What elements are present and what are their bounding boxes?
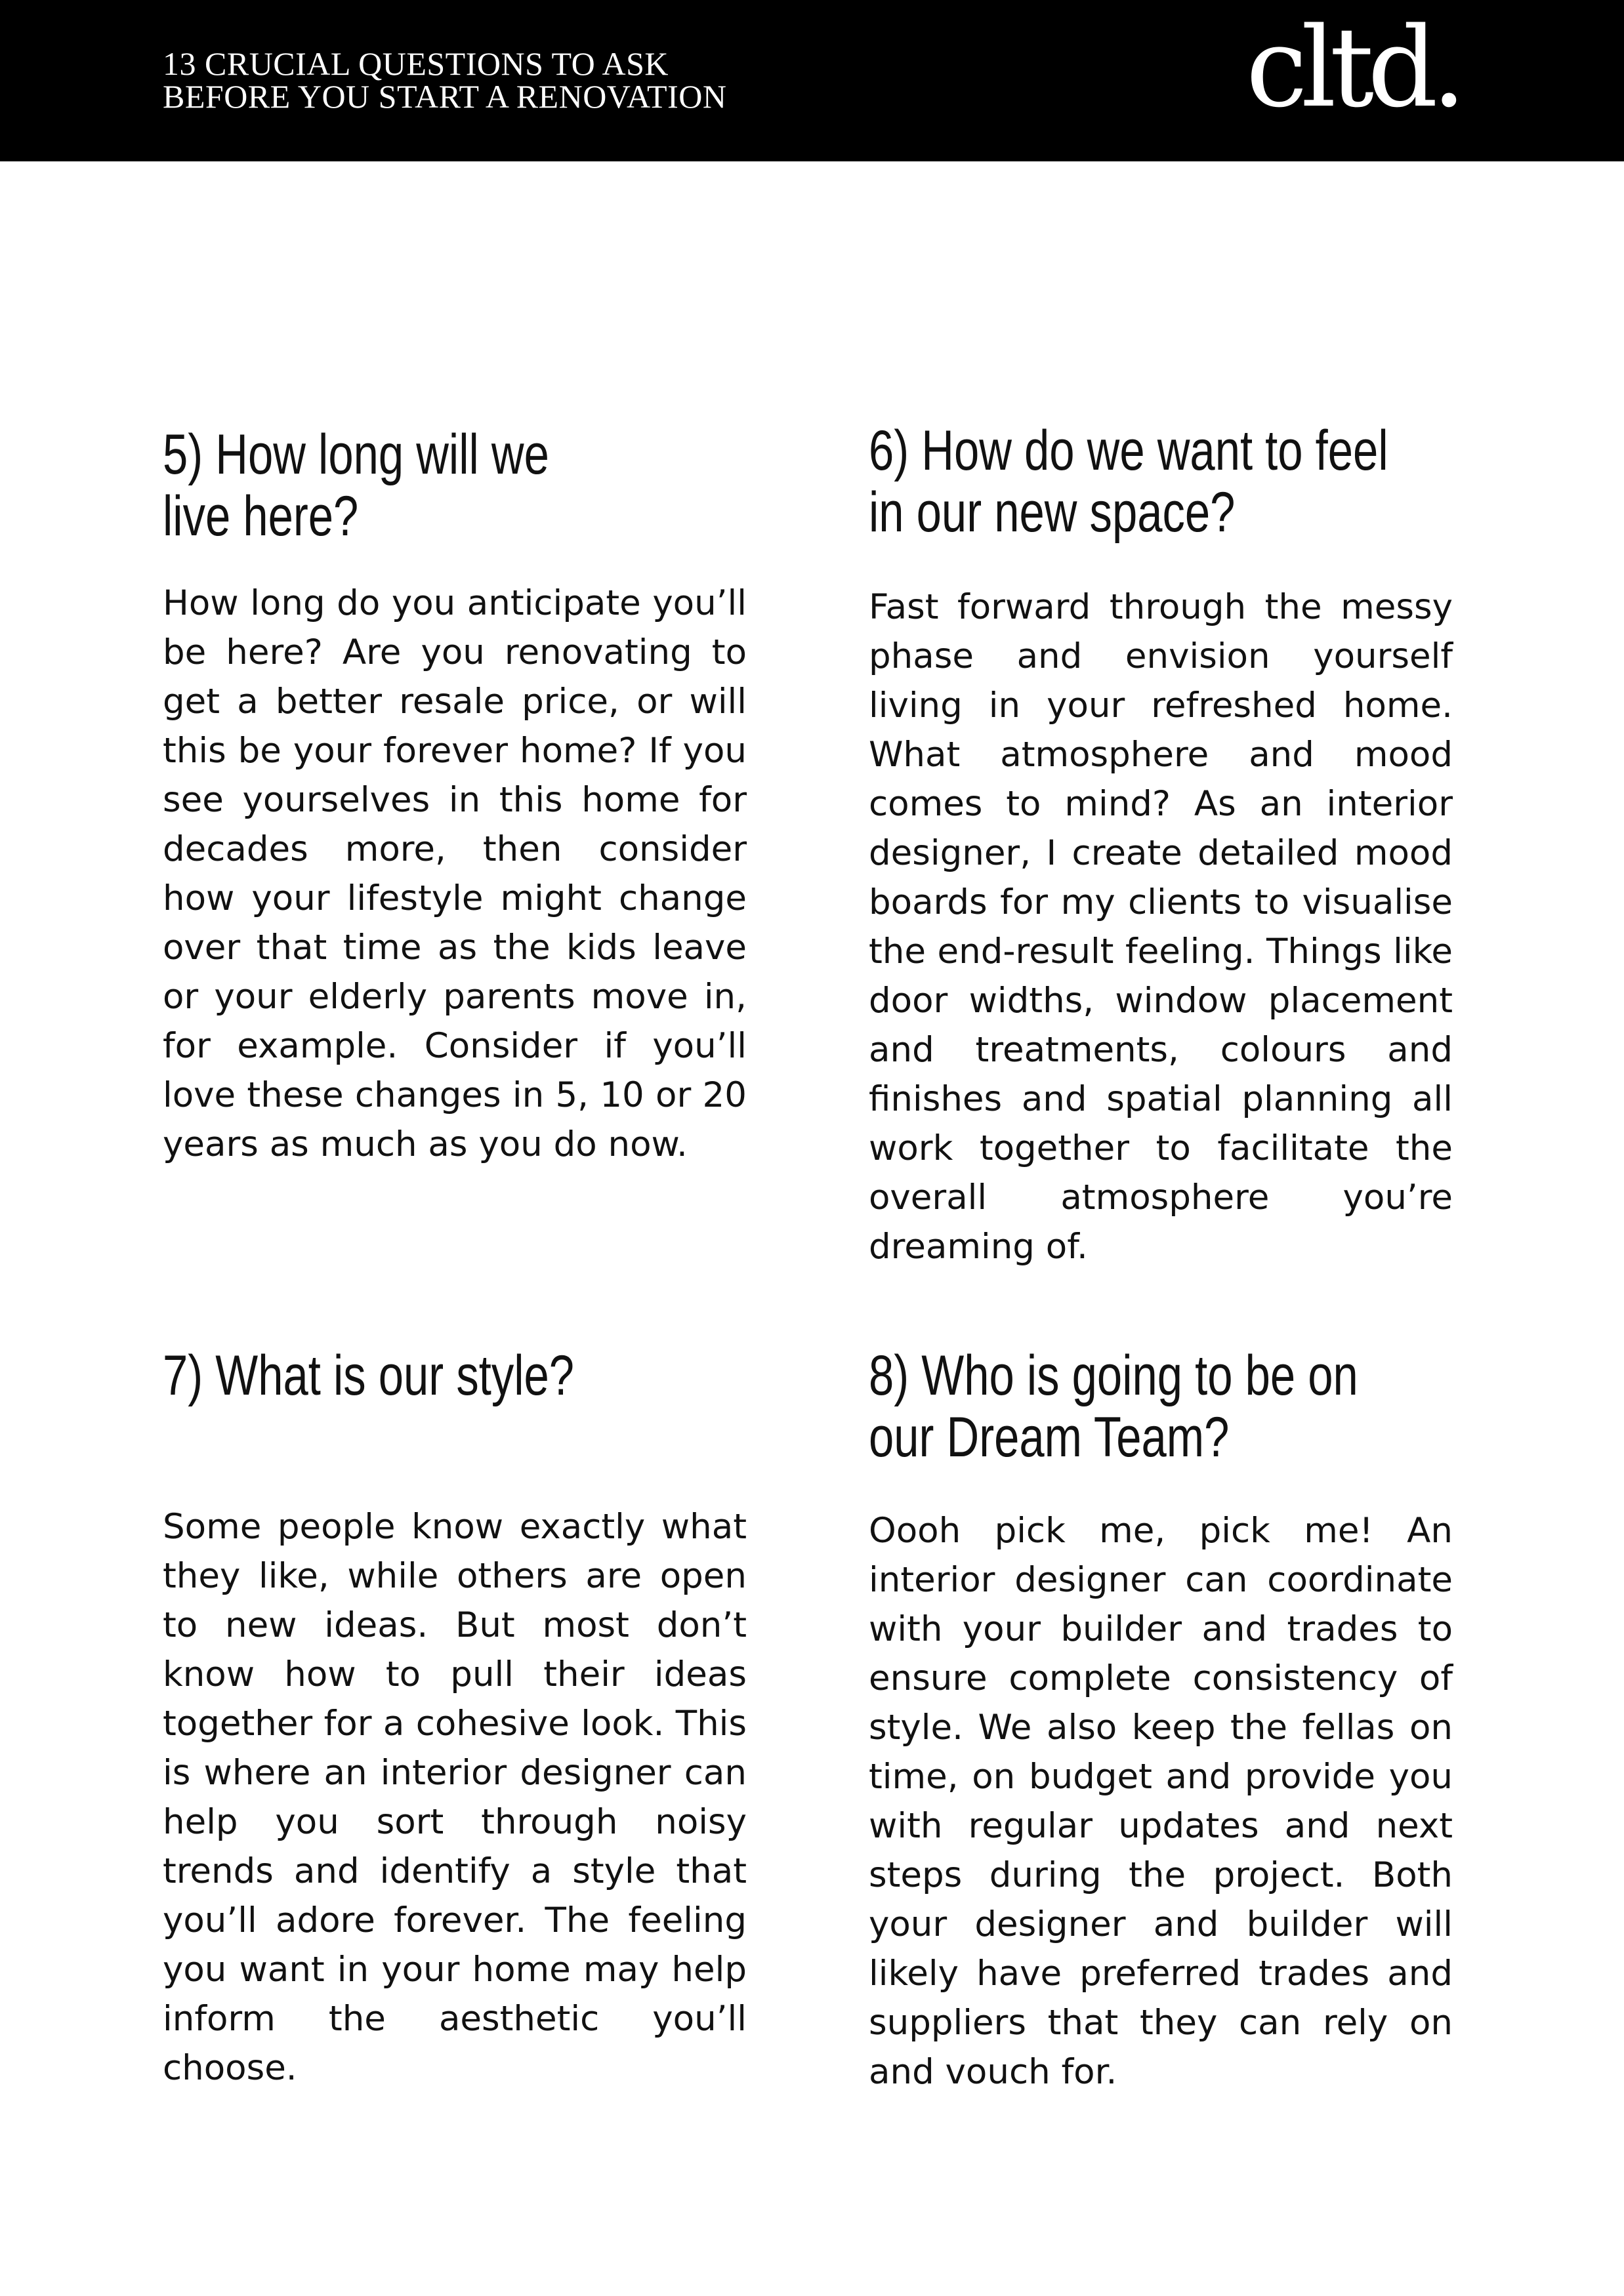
question-6-heading [869,420,1451,543]
question-7-heading-line-1: 7) What is our style? [163,1344,575,1407]
document-title-line-1: 13 CRUCIAL QUESTIONS TO ASK [163,45,669,82]
question-8-heading-line-1: 8) Who is going to be on [869,1344,1358,1407]
header-band [0,0,1624,161]
brand-logo: cltd. [1245,3,1460,132]
question-5-heading-line-1: 5) How long will we [163,423,549,486]
document-title-line-2: BEFORE YOU START A RENOVATION [163,78,727,115]
question-6-heading-line-1: 6) How do we want to feel [869,419,1388,482]
question-8-heading-line-2: our Dream Team? [869,1406,1230,1469]
question-6-body: Fast forward through the messy phase and envision yourself living in your refreshed home. What atmosphere and mood comes to mind? As an interior designer, I create detailed mood boards for my clients to visualise the end-result feeling. Things like door widths, window placement and treatments, colours and finishes and spatial planning all work together to facilitate the overall atmosphere you’re dreaming of. [869,587,1453,1267]
question-8-body: Oooh pick me, pick me! An interior designer can coordinate with your builder and trades to ensure complete consistency of style. We also keep the fellas on time, on budget and provide you with regular updates and next steps during the project. Both your designer and builder will likely have preferred trades and suppliers that they can rely on and vouch for. [869,1511,1453,2092]
question-5-heading-line-2: live here? [163,485,359,548]
question-7-section [163,1344,747,2088]
question-7-body: Some people know exactly what they like, while others are open to new ideas. But most don’t know how to pull their ideas together for a cohesive look. This is where an interior designer can help you sort through noisy trends and identify a style that you’ll adore forever. The feeling you want in your home may help inform the aesthetic you’ll choose. [163,1507,747,2088]
question-8-section [869,1344,1453,2092]
question-6-section [869,419,1453,1267]
question-7-heading [163,1345,745,1406]
question-5-section [163,423,747,1164]
question-5-body: How long do you anticipate you’ll be here? Are you renovating to get a better resale price, or will this be your forever home? If you see yourselves in this home for decades more, then consider how your lifestyle might change over that time as the kids leave or your elderly parents move in, for example. Consider if you’ll love these changes in 5, 10 or 20 years as much as you do now. [163,583,747,1164]
question-6-heading-line-2: in our new space? [869,481,1236,544]
question-5-heading [163,424,745,547]
question-8-heading [869,1345,1451,1468]
document-title [163,47,1016,113]
